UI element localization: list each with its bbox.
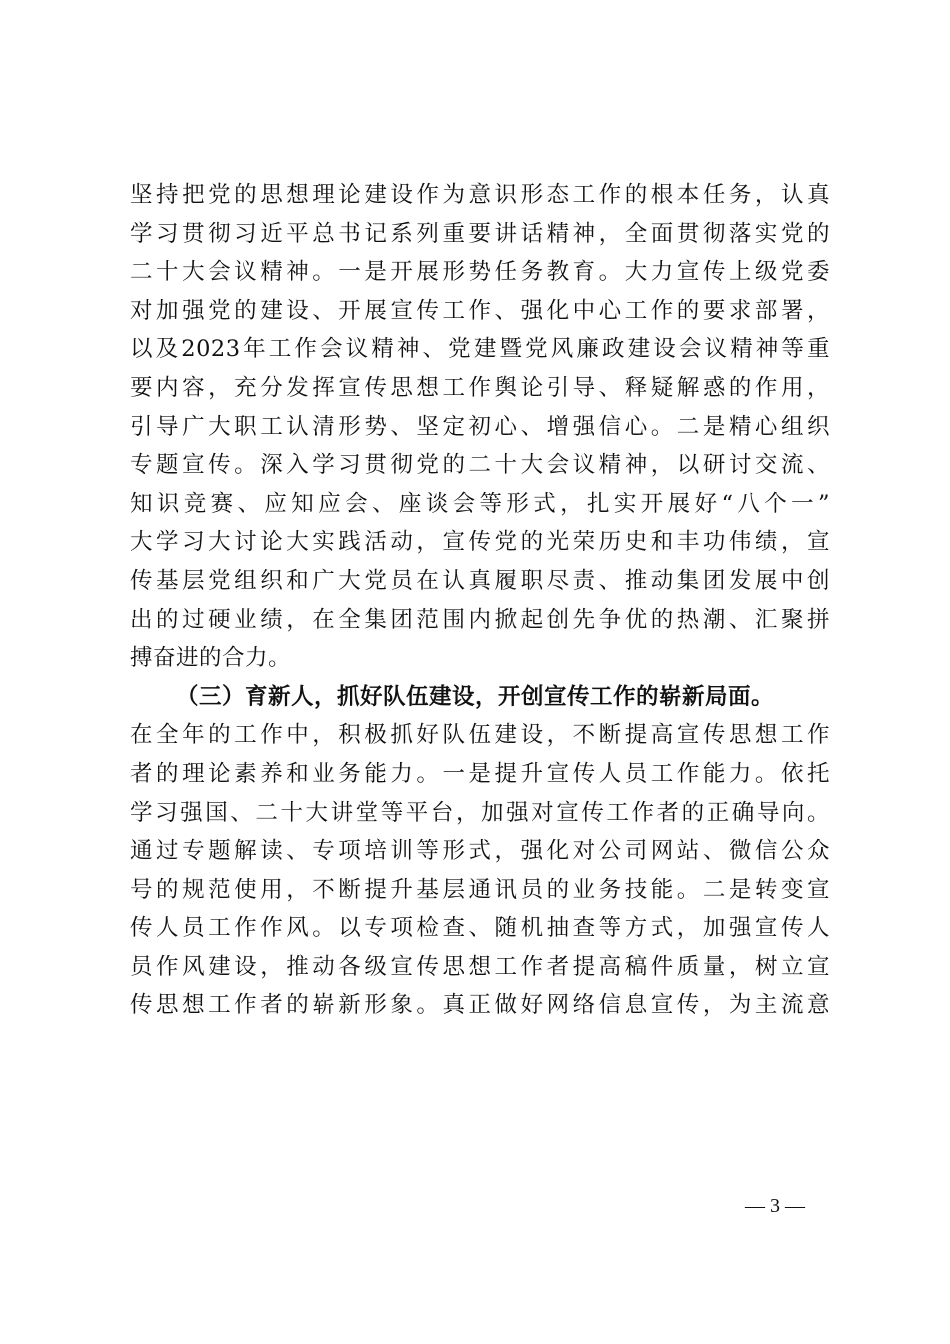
paragraph-2-line-1: 在全年的工作中，积极抓好队伍建设，不断提高宣传思想工作 — [130, 722, 830, 749]
paragraph-1-line-5: 以及2023年工作会议精神、党建暨党风廉政建设会议精神等重 — [130, 336, 830, 363]
paragraph-1-line-12: 出的过硬业绩，在全集团范围内掀起创先争优的热潮、汇聚拼 — [130, 606, 830, 633]
paragraph-1-line-4: 对加强党的建设、开展宣传工作、强化中心工作的要求部署， — [130, 297, 830, 324]
page-number: — 3 — — [745, 1195, 805, 1217]
document-body — [130, 176, 830, 1025]
section-heading: （三）育新人，抓好队伍建设，开创宣传工作的崭新局面。 — [176, 683, 775, 710]
paragraph-1-line-9: 知识竞赛、应知应会、座谈会等形式，扎实开展好“八个一” — [130, 490, 830, 517]
paragraph-2-line-4: 通过专题解读、专项培训等形式，强化对公司网站、微信公众 — [130, 838, 830, 865]
paragraph-1-line-6: 要内容，充分发挥宣传思想工作舆论引导、释疑解惑的作用， — [130, 374, 830, 401]
paragraph-1-line-8: 专题宣传。深入学习贯彻党的二十大会议精神，以研讨交流、 — [130, 452, 830, 479]
paragraph-2-line-5: 号的规范使用，不断提升基层通讯员的业务技能。二是转变宣 — [130, 876, 830, 903]
paragraph-2-line-7: 员作风建设，推动各级宣传思想工作者提高稿件质量，树立宣 — [130, 953, 830, 980]
paragraph-1-line-13: 搏奋进的合力。 — [130, 645, 292, 672]
paragraph-1-line-2: 学习贯彻习近平总书记系列重要讲话精神，全面贯彻落实党的 — [130, 220, 830, 247]
paragraph-1-line-3: 二十大会议精神。一是开展形势任务教育。大力宣传上级党委 — [130, 259, 830, 286]
paragraph-2-line-6: 传人员工作作风。以专项检查、随机抽查等方式，加强宣传人 — [130, 915, 830, 942]
paragraph-1-line-7: 引导广大职工认清形势、坚定初心、增强信心。二是精心组织 — [130, 413, 830, 440]
paragraph-2-line-8: 传思想工作者的崭新形象。真正做好网络信息宣传，为主流意 — [130, 992, 830, 1019]
paragraph-1-line-11: 传基层党组织和广大党员在认真履职尽责、推动集团发展中创 — [130, 567, 830, 594]
paragraph-1-line-1: 坚持把党的思想理论建设作为意识形态工作的根本任务，认真 — [130, 182, 830, 208]
paragraph-1-line-10: 大学习大讨论大实践活动，宣传党的光荣历史和丰功伟绩，宣 — [130, 529, 830, 556]
paragraph-2-line-2: 者的理论素养和业务能力。一是提升宣传人员工作能力。依托 — [130, 760, 830, 787]
paragraph-2-line-3: 学习强国、二十大讲堂等平台，加强对宣传工作者的正确导向。 — [130, 799, 830, 826]
